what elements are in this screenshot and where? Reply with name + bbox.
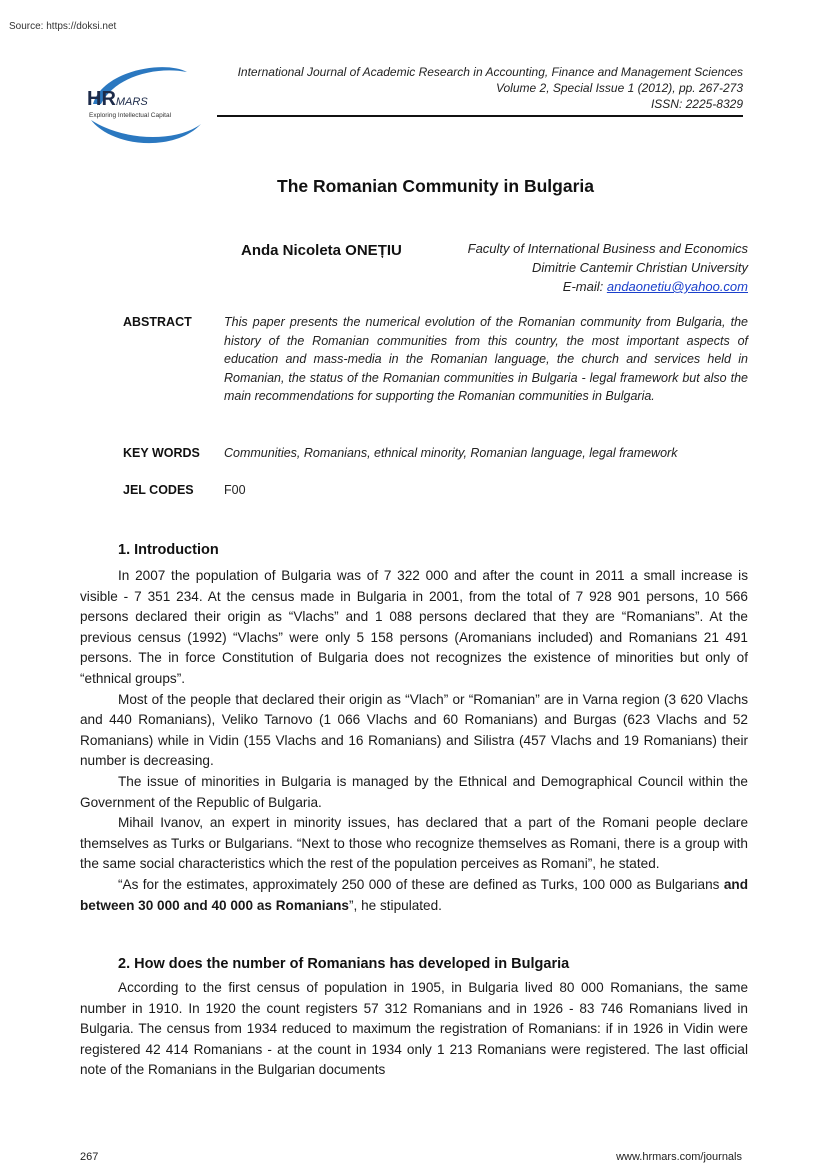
- affiliation-university: Dimitrie Cantemir Christian University: [532, 260, 748, 275]
- logo-wordmark: [87, 88, 148, 111]
- affiliation-faculty: Faculty of International Business and Economics: [467, 241, 748, 256]
- journal-volume: Volume 2, Special Issue 1 (2012), pp. 267-273: [495, 81, 743, 95]
- logo-primary: HR: [87, 88, 116, 110]
- paragraph: In 2007 the population of Bulgaria was of 7 322 000 and after the count in 2011 a small increase is visible - 7 351 234. At the census made in Bulgaria in 2001, from the total of 7 928 901 persons, 10 566 persons declared their origin as “Vlachs” and 1 088 persons declared that they are “Romanians”. At the previous census (1992) “Vlachs” were only 5 158 persons (Aromanians included) and Romanians 21 491 persons. The in force Constitution of Bulgaria does not recognizes the existence of minorities but only of “ethnical groups”.: [80, 568, 748, 686]
- keywords-label: KEY WORDS: [123, 446, 200, 460]
- email-label: E-mail:: [562, 279, 607, 294]
- journal-name: International Journal of Academic Research in Accounting, Finance and Management Sciences: [237, 65, 743, 79]
- footer-url: www.hrmars.com/journals: [616, 1151, 742, 1163]
- paragraph: Mihail Ivanov, an expert in minority issues, has declared that a part of the Romani people declare themselves as Turks or Bulgarians. “Next to those who recognize themselves as Romani, there is a group with the same social characteristics which the rest of the population perceives as Romani”, he stated.: [80, 815, 748, 872]
- paragraph: [80, 875, 748, 916]
- abstract-label: ABSTRACT: [123, 315, 192, 329]
- email-link[interactable]: andaonetiu@yahoo.com: [606, 279, 748, 294]
- paragraph: The issue of minorities in Bulgaria is managed by the Ethnical and Demographical Council within the Government of the Republic of Bulgaria.: [80, 773, 748, 810]
- text-run: ”, he stipulated.: [349, 897, 442, 913]
- journal-issn: ISSN: 2225-8329: [650, 97, 743, 111]
- page-number: 267: [80, 1151, 99, 1163]
- section1-body: [80, 566, 748, 916]
- jel-text: F00: [224, 483, 246, 497]
- section1-heading: 1. Introduction: [118, 542, 219, 558]
- logo-secondary: MARS: [115, 96, 148, 108]
- section2-body: [80, 978, 748, 1081]
- emphasis: and between 30 000 and 40 000 as Romanians: [80, 876, 748, 913]
- author-name: Anda Nicoleta ONEȚIU: [241, 242, 402, 259]
- logo-tagline: Exploring Intellectual Capital: [89, 112, 172, 119]
- abstract-text: This paper presents the numerical evolution of the Romanian community from Bulgaria, the history of the Romanian communities from this country, the most important aspects of education and mass-media in the Romanian language, the church and services held in Romanian, the status of the Romanian communities in Bulgaria - legal framework but also the main recommendations for supporting the Romanian communities in Bulgaria.: [224, 315, 748, 404]
- keywords-text: Communities, Romanians, ethnical minority, Romanian language, legal framework: [224, 446, 678, 460]
- jel-label: JEL CODES: [123, 483, 194, 497]
- journal-header: [183, 64, 743, 112]
- section2-heading: 2. How does the number of Romanians has developed in Bulgaria: [118, 956, 570, 972]
- paragraph: Most of the people that declared their origin as “Vlach” or “Romanian” are in Varna region (3 620 Vlachs and 440 Romanians), Veliko Tarnovo (1 066 Vlachs and 60 Romanians) and Burgas (623 Vlachs and 52 Romanians) while in Vidin (155 Vlachs and 16 Romanians) and Silistra (457 Vlachs and 19 Romanians) their number is decreasing.: [80, 691, 748, 769]
- text-run: “As for the estimates, approximately 250 000 of these are defined as Turks, 100 000 as Bulgarians: [118, 876, 724, 892]
- affiliation-email-line: [468, 277, 748, 296]
- paper-title: The Romanian Community in Bulgaria: [277, 176, 594, 196]
- author-affiliation: [468, 239, 748, 296]
- paragraph: According to the first census of population in 1905, in Bulgaria lived 80 000 Romanians, the same number in 1910. In 1920 the count registers 57 312 Romanians and in 1926 - 83 746 Romanians lived in Bulgaria. The census from 1934 reduced to maximum the registration of Romanians: if in 1926 in Vidin were registered 42 414 Romanians - at the count in 1934 only 1 213 Romanians were registered. The last official note of the Romanians in the Bulgarian documents: [80, 980, 748, 1078]
- header-rule: [217, 115, 743, 117]
- source-note: Source: https://doksi.net: [9, 21, 117, 32]
